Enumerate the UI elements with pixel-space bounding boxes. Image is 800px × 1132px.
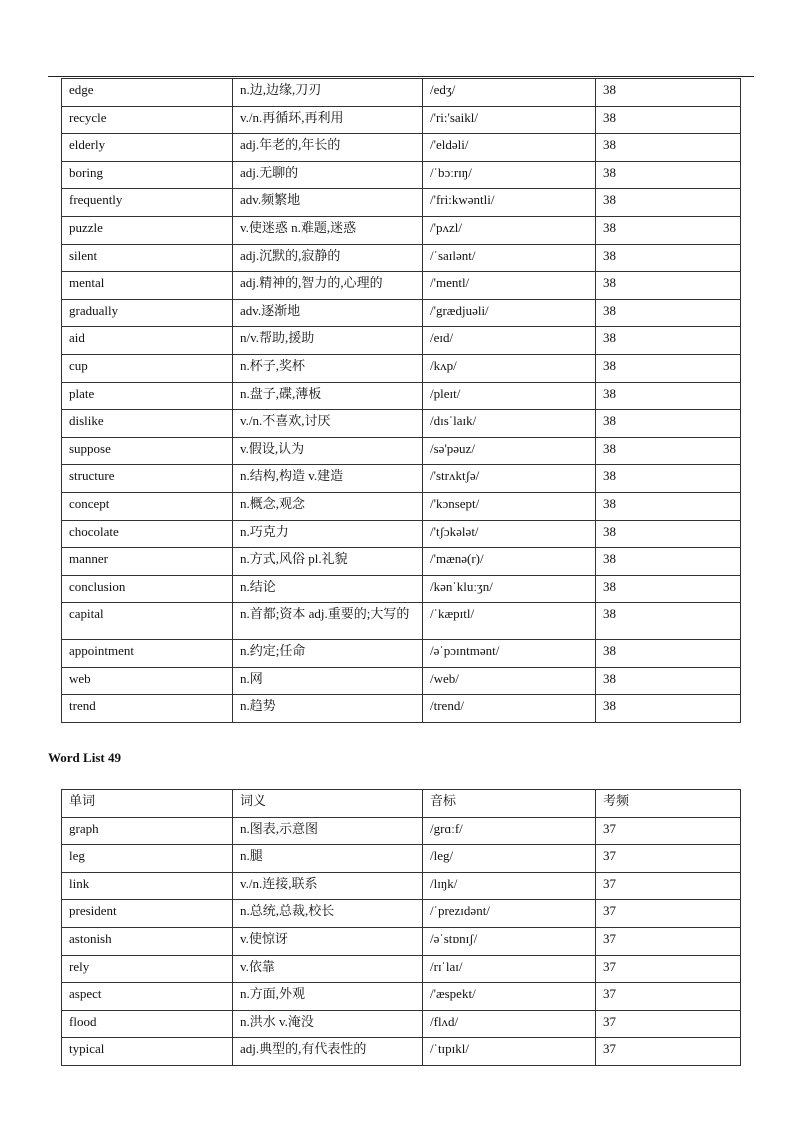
cell-word: cup [62, 354, 233, 382]
cell-meaning: v./n.不喜欢,讨厌 [233, 410, 423, 438]
cell-phonetic: /'tʃɔkələt/ [423, 520, 596, 548]
table-row [62, 244, 741, 272]
cell-word: flood [62, 1010, 233, 1038]
table-row [62, 927, 741, 955]
cell-word: aid [62, 327, 233, 355]
cell-meaning: adj.年老的,年长的 [233, 134, 423, 162]
table-row [62, 492, 741, 520]
cell-frequency: 37 [596, 955, 741, 983]
header-phonetic: 音标 [423, 790, 596, 818]
cell-phonetic: /'strʌktʃə/ [423, 465, 596, 493]
cell-phonetic: /'pʌzl/ [423, 216, 596, 244]
table-row [62, 845, 741, 873]
cell-meaning: n.约定;任命 [233, 640, 423, 668]
cell-meaning: n.边,边缘,刀刃 [233, 79, 423, 107]
cell-phonetic: /'mentl/ [423, 272, 596, 300]
cell-word: puzzle [62, 216, 233, 244]
cell-phonetic: /ˈkæpɪtl/ [423, 603, 596, 640]
table-row [62, 161, 741, 189]
cell-phonetic: /'eldəli/ [423, 134, 596, 162]
cell-word: aspect [62, 983, 233, 1011]
table-row [62, 548, 741, 576]
table-row [62, 327, 741, 355]
cell-phonetic: /'fri:kwəntli/ [423, 189, 596, 217]
cell-phonetic: /'æspekt/ [423, 983, 596, 1011]
cell-phonetic: /'kɔnsept/ [423, 492, 596, 520]
word-list-49-table [61, 789, 741, 1066]
cell-frequency: 38 [596, 640, 741, 668]
table-row [62, 872, 741, 900]
table-row [62, 640, 741, 668]
cell-frequency: 37 [596, 1010, 741, 1038]
cell-phonetic: /web/ [423, 667, 596, 695]
cell-word: rely [62, 955, 233, 983]
cell-word: concept [62, 492, 233, 520]
cell-phonetic: /'mænə(r)/ [423, 548, 596, 576]
word-list-table-body [62, 79, 741, 723]
cell-phonetic: /'grædjuəli/ [423, 299, 596, 327]
cell-word: chocolate [62, 520, 233, 548]
table-row [62, 695, 741, 723]
cell-word: edge [62, 79, 233, 107]
cell-frequency: 38 [596, 272, 741, 300]
table-row [62, 437, 741, 465]
cell-meaning: n.首都;资本 adj.重要的;大写的 [233, 603, 423, 640]
table-row [62, 465, 741, 493]
cell-meaning: adj.典型的,有代表性的 [233, 1038, 423, 1066]
table-row [62, 1010, 741, 1038]
cell-word: link [62, 872, 233, 900]
table-row [62, 603, 741, 640]
cell-frequency: 38 [596, 216, 741, 244]
table-row [62, 1038, 741, 1066]
cell-meaning: n.网 [233, 667, 423, 695]
cell-frequency: 38 [596, 106, 741, 134]
header-frequency: 考频 [596, 790, 741, 818]
cell-meaning: v.使惊讶 [233, 927, 423, 955]
cell-phonetic: /əˈstɒnɪʃ/ [423, 927, 596, 955]
cell-frequency: 38 [596, 382, 741, 410]
cell-word: plate [62, 382, 233, 410]
cell-frequency: 38 [596, 299, 741, 327]
table-header-row [62, 790, 741, 818]
table-row [62, 354, 741, 382]
cell-phonetic: /ˈsaɪlənt/ [423, 244, 596, 272]
cell-frequency: 38 [596, 548, 741, 576]
cell-phonetic: /'ri:'saikl/ [423, 106, 596, 134]
table-row [62, 272, 741, 300]
cell-phonetic: /kʌp/ [423, 354, 596, 382]
cell-word: elderly [62, 134, 233, 162]
cell-word: suppose [62, 437, 233, 465]
cell-word: appointment [62, 640, 233, 668]
table-row [62, 79, 741, 107]
cell-meaning: n.概念,观念 [233, 492, 423, 520]
cell-word: boring [62, 161, 233, 189]
cell-word: recycle [62, 106, 233, 134]
cell-frequency: 38 [596, 437, 741, 465]
table-row [62, 667, 741, 695]
cell-meaning: n.杯子,奖杯 [233, 354, 423, 382]
table-row [62, 216, 741, 244]
cell-meaning: v./n.再循环,再利用 [233, 106, 423, 134]
cell-meaning: n.图表,示意图 [233, 817, 423, 845]
cell-meaning: v.依靠 [233, 955, 423, 983]
table-row [62, 900, 741, 928]
cell-word: mental [62, 272, 233, 300]
cell-frequency: 37 [596, 1038, 741, 1066]
cell-meaning: adj.精神的,智力的,心理的 [233, 272, 423, 300]
cell-phonetic: /grɑːf/ [423, 817, 596, 845]
cell-meaning: n.洪水 v.淹没 [233, 1010, 423, 1038]
cell-word: capital [62, 603, 233, 640]
cell-phonetic: /pleɪt/ [423, 382, 596, 410]
cell-frequency: 38 [596, 189, 741, 217]
cell-meaning: n.结论 [233, 575, 423, 603]
cell-frequency: 37 [596, 900, 741, 928]
cell-word: president [62, 900, 233, 928]
cell-word: trend [62, 695, 233, 723]
table-row [62, 410, 741, 438]
word-list-table-body [62, 817, 741, 1065]
cell-frequency: 37 [596, 817, 741, 845]
cell-frequency: 38 [596, 161, 741, 189]
table-row [62, 299, 741, 327]
cell-phonetic: /eɪd/ [423, 327, 596, 355]
cell-frequency: 38 [596, 465, 741, 493]
table-row [62, 983, 741, 1011]
cell-meaning: n.盘子,碟,薄板 [233, 382, 423, 410]
cell-word: leg [62, 845, 233, 873]
cell-frequency: 38 [596, 695, 741, 723]
cell-meaning: adv.频繁地 [233, 189, 423, 217]
table-row [62, 134, 741, 162]
cell-word: dislike [62, 410, 233, 438]
cell-frequency: 38 [596, 492, 741, 520]
cell-frequency: 38 [596, 410, 741, 438]
cell-word: gradually [62, 299, 233, 327]
header-meaning: 词义 [233, 790, 423, 818]
cell-word: web [62, 667, 233, 695]
cell-phonetic: /sə'pəuz/ [423, 437, 596, 465]
table-row [62, 817, 741, 845]
cell-meaning: n.方式,风俗 pl.礼貌 [233, 548, 423, 576]
cell-phonetic: /ˈtɪpɪkl/ [423, 1038, 596, 1066]
cell-phonetic: /rɪˈlaɪ/ [423, 955, 596, 983]
cell-phonetic: /ˈbɔːrɪŋ/ [423, 161, 596, 189]
cell-meaning: n.巧克力 [233, 520, 423, 548]
table-row [62, 382, 741, 410]
cell-meaning: adj.无聊的 [233, 161, 423, 189]
table-row [62, 106, 741, 134]
cell-word: typical [62, 1038, 233, 1066]
cell-meaning: v.使迷惑 n.难题,迷惑 [233, 216, 423, 244]
cell-phonetic: /edʒ/ [423, 79, 596, 107]
cell-frequency: 38 [596, 327, 741, 355]
cell-word: graph [62, 817, 233, 845]
cell-phonetic: /dɪsˈlaɪk/ [423, 410, 596, 438]
cell-frequency: 37 [596, 927, 741, 955]
table-row [62, 575, 741, 603]
cell-word: silent [62, 244, 233, 272]
cell-meaning: v.假设,认为 [233, 437, 423, 465]
table-row [62, 189, 741, 217]
cell-word: frequently [62, 189, 233, 217]
cell-frequency: 38 [596, 520, 741, 548]
cell-frequency: 38 [596, 575, 741, 603]
cell-word: astonish [62, 927, 233, 955]
cell-phonetic: /kənˈkluːʒn/ [423, 575, 596, 603]
cell-phonetic: /trend/ [423, 695, 596, 723]
word-list-table-continued [61, 78, 741, 723]
section-heading-word-list-49: Word List 49 [48, 750, 121, 765]
cell-meaning: n.总统,总裁,校长 [233, 900, 423, 928]
cell-word: conclusion [62, 575, 233, 603]
cell-meaning: adj.沉默的,寂静的 [233, 244, 423, 272]
cell-frequency: 38 [596, 134, 741, 162]
cell-meaning: n/v.帮助,援助 [233, 327, 423, 355]
cell-frequency: 38 [596, 79, 741, 107]
cell-word: structure [62, 465, 233, 493]
cell-frequency: 38 [596, 354, 741, 382]
cell-phonetic: /flʌd/ [423, 1010, 596, 1038]
cell-phonetic: /əˈpɔɪntmənt/ [423, 640, 596, 668]
cell-phonetic: /ˈprezɪdənt/ [423, 900, 596, 928]
cell-meaning: adv.逐渐地 [233, 299, 423, 327]
page-header-rule [48, 76, 754, 77]
cell-meaning: n.腿 [233, 845, 423, 873]
cell-phonetic: /lɪŋk/ [423, 872, 596, 900]
cell-meaning: n.趋势 [233, 695, 423, 723]
cell-meaning: n.结构,构造 v.建造 [233, 465, 423, 493]
cell-meaning: v./n.连接,联系 [233, 872, 423, 900]
cell-frequency: 37 [596, 983, 741, 1011]
cell-phonetic: /leg/ [423, 845, 596, 873]
table-row [62, 955, 741, 983]
cell-frequency: 38 [596, 667, 741, 695]
cell-frequency: 37 [596, 872, 741, 900]
cell-meaning: n.方面,外观 [233, 983, 423, 1011]
cell-frequency: 38 [596, 244, 741, 272]
cell-frequency: 37 [596, 845, 741, 873]
header-word: 单词 [62, 790, 233, 818]
table-row [62, 520, 741, 548]
cell-word: manner [62, 548, 233, 576]
cell-frequency: 38 [596, 603, 741, 640]
